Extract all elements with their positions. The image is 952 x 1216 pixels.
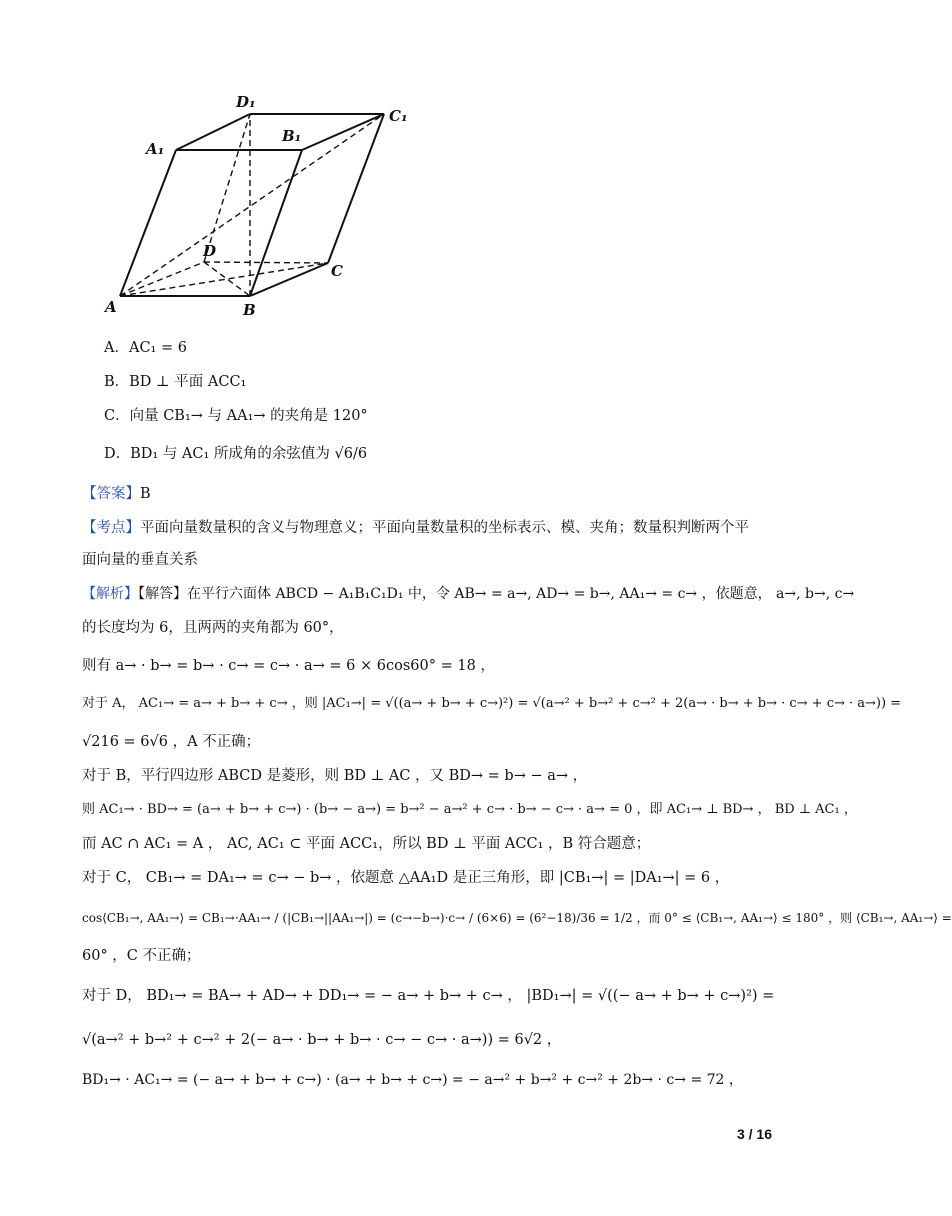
- edge-DC: [204, 262, 328, 263]
- label-C: C: [331, 262, 343, 280]
- answer-line: [82, 484, 151, 504]
- diag-BD: [204, 262, 250, 296]
- edge-AA1: [120, 150, 176, 296]
- label-A: A: [105, 298, 117, 316]
- label-C1: C₁: [389, 107, 408, 125]
- solution-line-12: 对于 D， BD₁→ = BA→ + AD→ + DD₁→ = − a→ + b→ + c→ ， |BD₁→| = √((− a→ + b→ + c→)²) =: [82, 988, 775, 1004]
- edge-A1D1: [176, 114, 250, 150]
- label-B1: B₁: [282, 127, 302, 145]
- solution-line-2: 的长度均为 6，且两两的夹角都为 60°，: [82, 620, 344, 636]
- solution-line-5: √216 = 6√6 ，A 不正确；: [82, 734, 261, 750]
- solution-line-3: 则有 a→ · b→ = b→ · c→ = c→ · a→ = 6 × 6cos60° = 18 ，: [82, 658, 495, 674]
- edge-CC1: [328, 114, 384, 263]
- label-D1: D₁: [236, 93, 256, 111]
- label-B: B: [243, 301, 256, 319]
- solution-line-7: 则 AC₁→ · BD→ = (a→ + b→ + c→) · (b→ − a→) = b→² − a→² + c→ · b→ − c→ · a→ = 0 ，即 AC₁→ ⊥ BD→ ， BD ⊥ AC₁ ，: [82, 802, 857, 817]
- option-d: D．BD₁ 与 AC₁ 所成角的余弦值为 √6/6: [104, 446, 368, 462]
- answer-value: B: [140, 486, 151, 502]
- edge-BC: [250, 263, 328, 296]
- kaodian-text-1: 平面向量数量积的含义与物理意义；平面向量数量积的坐标表示、模、夹角；数量积判断两个平: [140, 520, 749, 536]
- page-number: 3 / 16: [736, 1126, 772, 1142]
- parallelepiped-figure: [100, 88, 430, 320]
- solution-line-6: 对于 B，平行四边形 ABCD 是菱形，则 BD ⊥ AC ，又 BD→ = b→ − a→ ，: [82, 768, 588, 784]
- solution-line-14: BD₁→ · AC₁→ = (− a→ + b→ + c→) · (a→ + b→ + c→) = − a→² + b→² + c→² + 2b→ · c→ = 72 ，: [82, 1072, 743, 1088]
- solution-line-13: √(a→² + b→² + c→² + 2(− a→ · b→ + b→ · c→ − c→ · a→)) = 6√2 ，: [82, 1032, 562, 1048]
- diag-AC: [120, 263, 328, 296]
- kaodian-tag: 【考点】: [82, 520, 140, 536]
- solution-line-9: 对于 C， CB₁→ = DA₁→ = c→ − b→ ，依题意 △AA₁D 是正三角形，即 |CB₁→| = |DA₁→| = 6 ，: [82, 870, 730, 886]
- solution-line-10: cos⟨CB₁→, AA₁→⟩ = CB₁→·AA₁→ / (|CB₁→||AA₁→|) = (c→−b→)·c→ / (6×6) = (6²−18)/36 = 1/2 ，而 0° ≤ ⟨CB₁→, AA₁→⟩ ≤ 180° ，则 ⟨CB₁→, AA₁→⟩ =: [82, 911, 952, 925]
- option-a: A．AC₁ = 6: [104, 340, 187, 356]
- solution-line-8: 而 AC ∩ AC₁ = A ， AC, AC₁ ⊂ 平面 ACC₁，所以 BD ⊥ 平面 ACC₁ ，B 符合题意；: [82, 836, 651, 852]
- edge-BB1: [250, 150, 302, 296]
- label-A1: A₁: [146, 140, 165, 158]
- edge-DD1: [204, 114, 250, 262]
- jiexi-tag: 【解析】: [82, 586, 138, 602]
- solution-text-1: 【解答】在平行六面体 ABCD − A₁B₁C₁D₁ 中，令 AB→ = a→, AD→ = b→, AA₁→ = c→ ，依题意， a→, b→, c→: [138, 586, 855, 602]
- solution-line-1: [82, 584, 854, 604]
- label-D: D: [203, 242, 217, 260]
- solution-line-4: 对于 A， AC₁→ = a→ + b→ + c→ ，则 |AC₁→| = √((a→ + b→ + c→)²) = √(a→² + b→² + c→² + 2(a→ · b→ + b→ · c→ + c→ · a→)) =: [82, 696, 902, 711]
- kaodian-line-2: 面向量的垂直关系: [82, 552, 198, 568]
- solution-line-11: 60° ，C 不正确；: [82, 948, 201, 964]
- answer-tag: 【答案】: [82, 486, 140, 502]
- option-b: B．BD ⊥ 平面 ACC₁: [104, 374, 247, 390]
- option-c: C．向量 CB₁→ 与 AA₁→ 的夹角是 120°: [104, 408, 368, 424]
- kaodian-line-1: [82, 518, 749, 538]
